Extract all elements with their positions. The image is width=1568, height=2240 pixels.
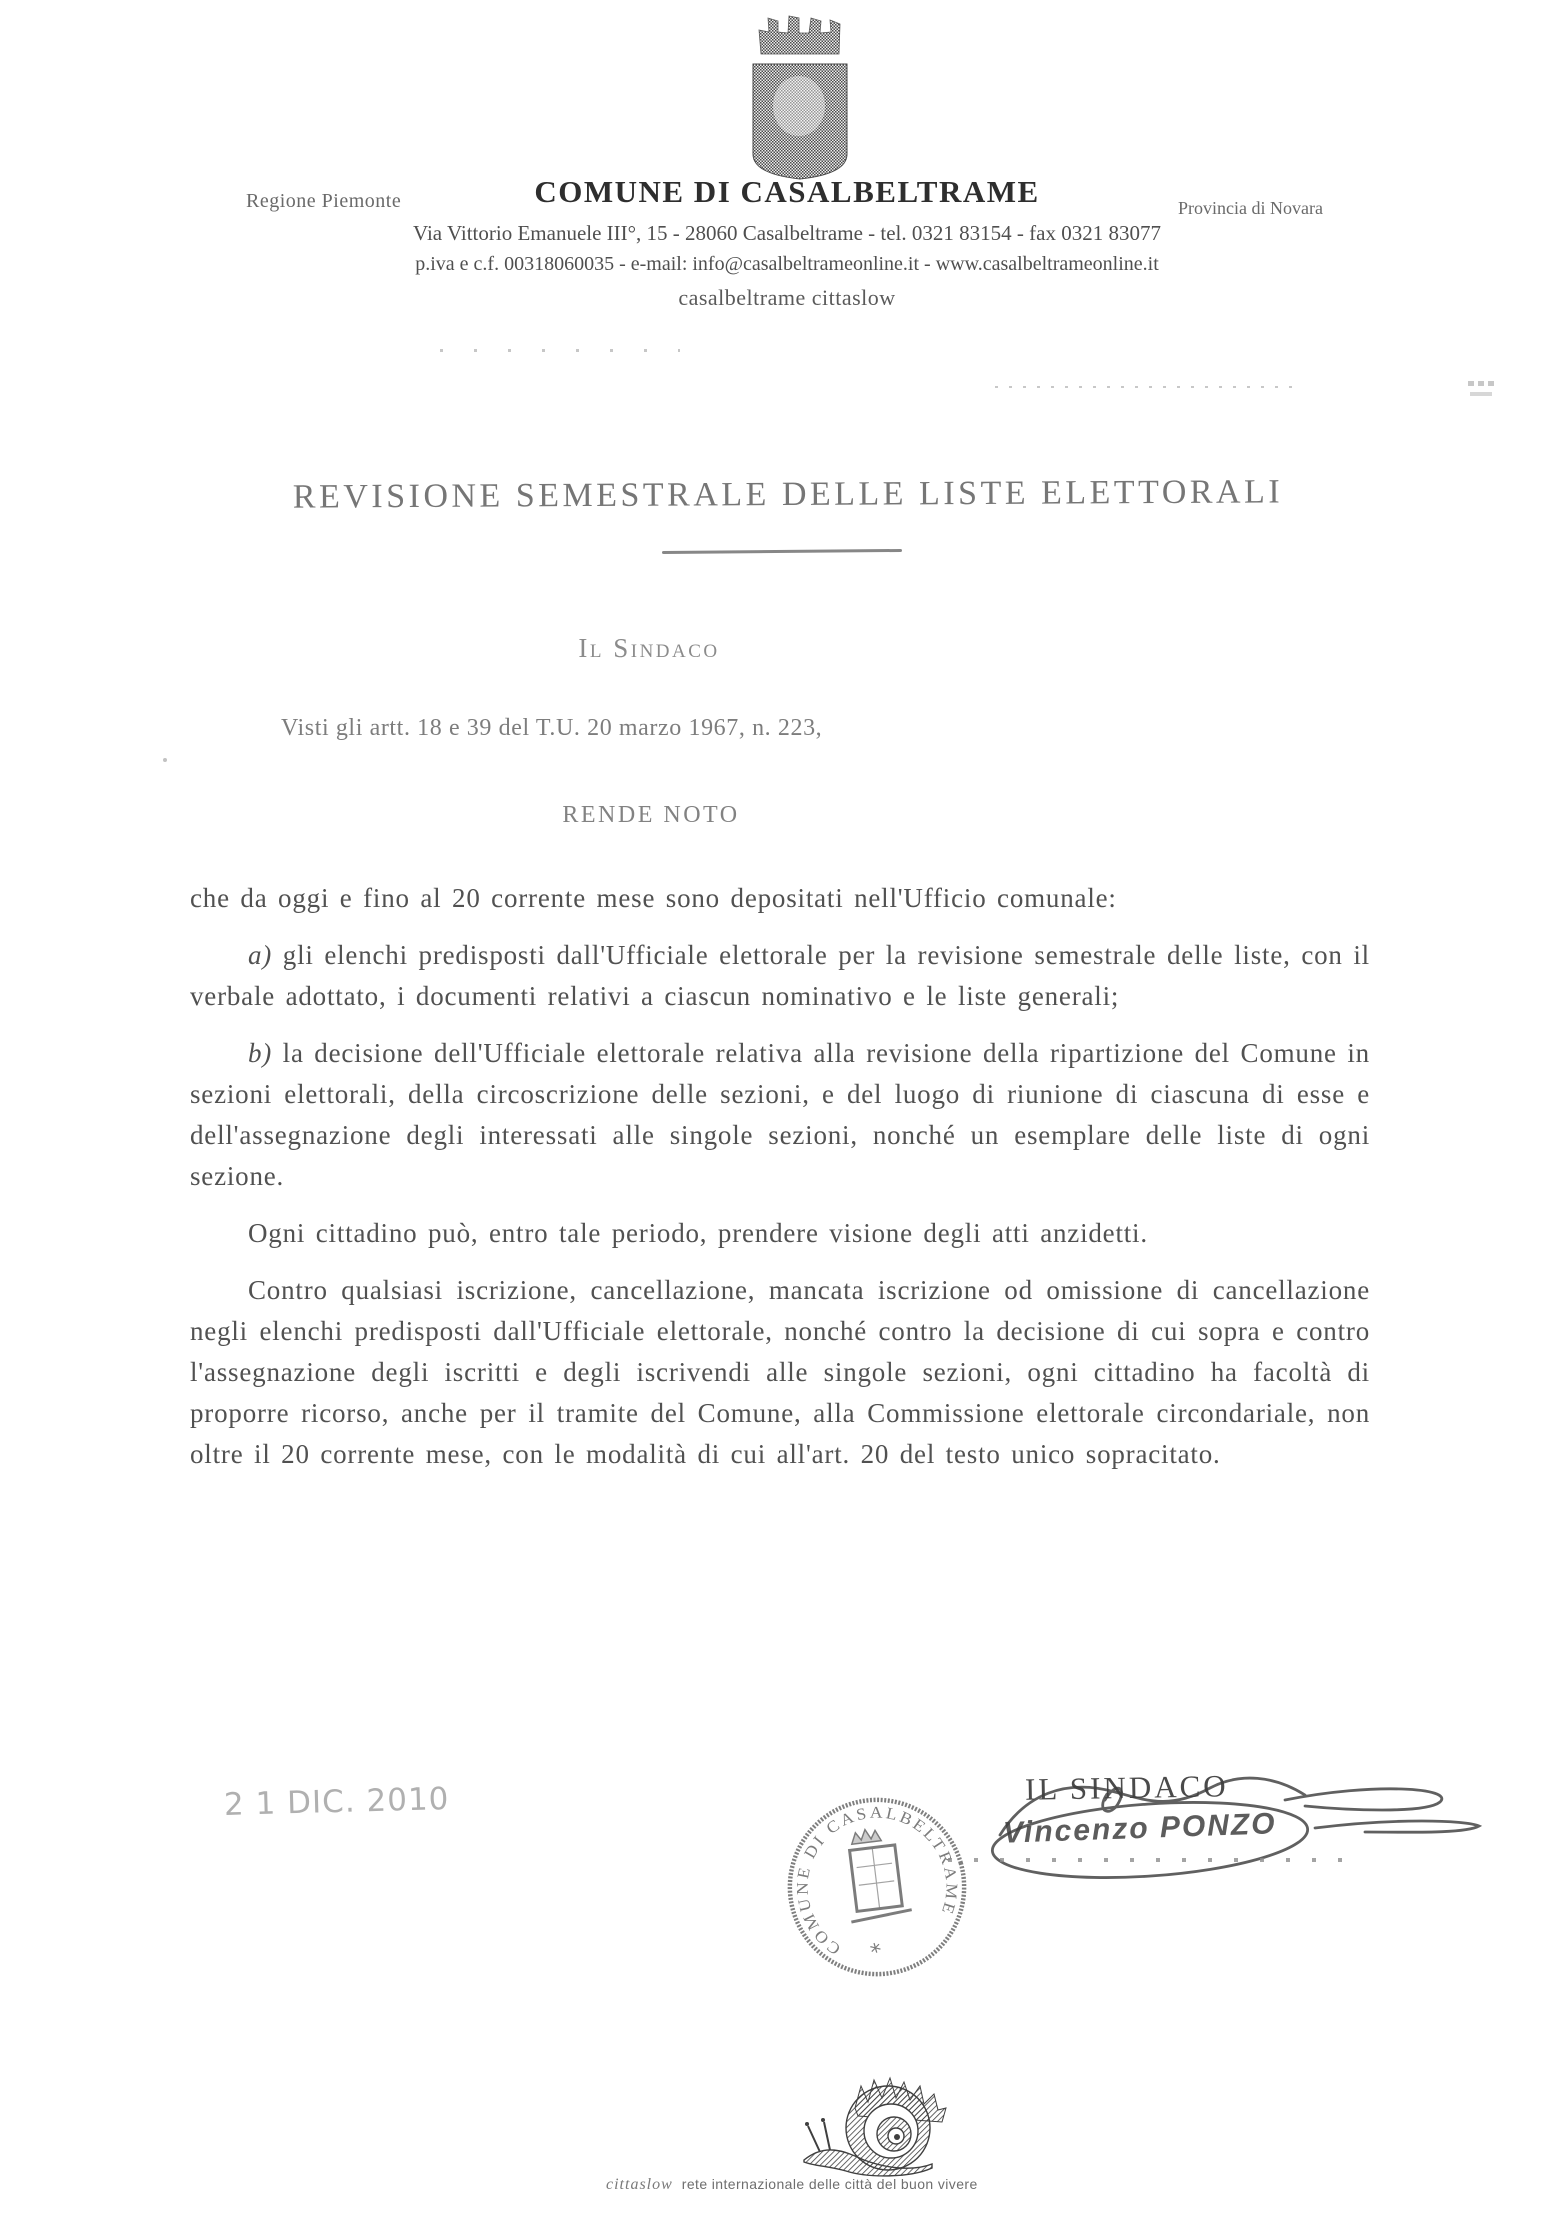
cittaslow-caption-text: rete internazionale delle città del buon vivere — [681, 2176, 978, 2192]
crown-shape — [759, 16, 840, 54]
cittaslow-caption — [606, 2176, 978, 2194]
header-contact-line: p.iva e c.f. 00318060035 - e-mail: info@casalbeltrameonline.it - www.casalbeltrameonline.it — [415, 253, 1159, 275]
paragraph-item-a — [190, 935, 1370, 1017]
signature-name: Vincenzo PONZO — [1002, 1807, 1278, 1850]
notice-body — [190, 878, 1370, 1491]
stamp-star: * — [868, 1938, 886, 1966]
header-address-line: Via Vittorio Emanuele III°, 15 - 28060 Casalbeltrame - tel. 0321 83154 - fax 0321 83077 — [413, 221, 1161, 245]
municipal-round-stamp — [755, 1765, 1000, 2010]
paragraph-text: la decisione dell'Ufficiale elettorale relativa alla revisione della ripartizione del Comune in sezioni elettorali, della circoscrizione delle sezioni, e del luogo di riunione di ciascuna di esse e dell'assegnazione degli interessati alle singole sezioni, nonché un esemplare delle liste di ogni sezione. — [190, 1038, 1370, 1191]
handwritten-signature-flourish — [985, 1740, 1495, 1890]
scan-artifact-speck — [163, 758, 167, 762]
paragraph-intro — [190, 878, 1370, 919]
signature-dotted-line — [948, 1858, 1346, 1862]
scan-artifact-scratch — [440, 349, 680, 352]
scan-artifact-dotted-line — [995, 386, 1297, 388]
signature-role: IL SINDACO — [1024, 1768, 1229, 1807]
coat-of-arms-icon — [745, 6, 855, 182]
paragraph-text: Contro qualsiasi iscrizione, cancellazione, mancata iscrizione od omissione di cancellazione negli elenchi predisposti dall'Ufficiale elettorale, nonché contro la decisione di cui sopra e contro l'assegnazione degli iscritti e degli iscrivendi alle singole sezioni, ogni cittadino ha facoltà di proporre ricorso, anche per il tramite del Comune, alla Commissione elettorale circondariale, non oltre il 20 corrente mese, con le modalità di cui all'art. 20 del testo unico sopracitato. — [190, 1275, 1370, 1469]
stamp-circular-text: COMUNE DI CASALBELTRAME — [792, 1802, 962, 1960]
notice-title: REVISIONE SEMESTRALE DELLE LISTE ELETTORALI — [292, 473, 1284, 516]
paragraph-text: gli elenchi predisposti dall'Ufficiale elettorale per la revisione semestrale delle liste, con il verbale adottato, i documenti relativi a ciascun nominativo e le liste generali; — [190, 940, 1370, 1011]
paragraph-appeals — [190, 1270, 1370, 1475]
paragraph-lead: b) — [248, 1038, 273, 1068]
title-underline — [662, 549, 902, 554]
stamp-inner-crest — [840, 1825, 912, 1922]
paragraph-item-b — [190, 1033, 1370, 1197]
cittaslow-snail-logo — [798, 2068, 953, 2180]
snail-drawing — [804, 2078, 946, 2176]
paragraph-citizens — [190, 1213, 1370, 1254]
date-stamp: 2 1 DIC. 2010 — [223, 1781, 450, 1823]
paragraph-text: che da oggi e fino al 20 corrente mese sono depositati nell'Ufficio comunale: — [190, 883, 1117, 913]
scan-artifact-edge-mark — [1470, 392, 1492, 396]
proclamation-heading: RENDE NOTO — [562, 802, 740, 828]
issuer-heading: Il Sindaco — [578, 633, 720, 663]
header-motto-line: casalbeltrame cittaslow — [678, 285, 896, 310]
legal-premise: Visti gli artt. 18 e 39 del T.U. 20 marzo 1967, n. 223, — [281, 715, 823, 741]
paragraph-lead: a) — [248, 940, 273, 970]
cittaslow-brand-word: cittaslow — [606, 2176, 673, 2193]
paragraph-text: Ogni cittadino può, entro tale periodo, prendere visione degli atti anzidetti. — [248, 1218, 1148, 1248]
header-commune-name: COMUNE DI CASALBELTRAME — [534, 174, 1040, 209]
scan-artifact-edge-mark — [1468, 381, 1494, 386]
shield-highlight — [773, 76, 825, 136]
header-province: Provincia di Novara — [1178, 198, 1323, 218]
header-region: Regione Piemonte — [246, 190, 402, 212]
